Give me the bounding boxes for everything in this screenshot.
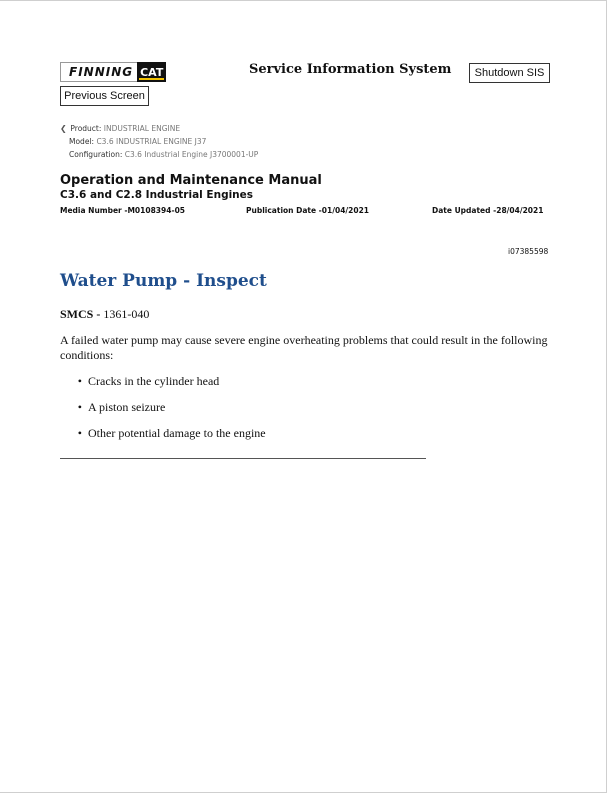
model-value: C3.6 INDUSTRIAL ENGINE J37: [96, 137, 207, 146]
reference-id: i07385598: [508, 247, 549, 256]
breadcrumb-model: [60, 135, 258, 148]
publication-date: Publication Date -01/04/2021: [246, 206, 370, 215]
bullet-icon: •: [77, 400, 82, 414]
page-title: Water Pump - Inspect: [60, 271, 267, 291]
model-label: Model:: [69, 137, 95, 146]
configuration-label: Configuration:: [69, 150, 123, 159]
smcs-value: 1361-040: [103, 307, 150, 321]
previous-screen-button[interactable]: Previous Screen: [60, 86, 149, 106]
bullet-icon: •: [77, 374, 82, 388]
breadcrumb-product[interactable]: [60, 122, 258, 135]
finning-wordmark: FINNING: [60, 62, 137, 82]
list-item-text: A piston seizure: [88, 400, 166, 414]
list-item: [60, 400, 266, 426]
shutdown-sis-button[interactable]: Shutdown SIS: [469, 63, 550, 83]
finning-cat-logo: [60, 62, 166, 82]
chevron-left-icon[interactable]: ❮: [60, 124, 67, 133]
list-item-text: Cracks in the cylinder head: [88, 374, 220, 388]
breadcrumb: [60, 122, 258, 161]
cat-badge: CAT: [137, 62, 166, 82]
system-title: Service Information System: [249, 62, 452, 77]
product-value: INDUSTRIAL ENGINE: [103, 124, 181, 133]
manual-subtitle: C3.6 and C2.8 Industrial Engines: [60, 189, 254, 201]
breadcrumb-configuration: [60, 148, 258, 161]
list-item-text: Other potential damage to the engine: [88, 426, 266, 440]
condition-list: [60, 374, 266, 452]
media-number: Media Number -M0108394-05: [60, 206, 186, 215]
manual-title: Operation and Maintenance Manual: [60, 173, 322, 188]
list-item: [60, 374, 266, 400]
list-item: [60, 426, 266, 452]
smcs-code: [60, 307, 149, 322]
bullet-icon: •: [77, 426, 82, 440]
smcs-label: SMCS -: [60, 307, 101, 321]
product-label: Product:: [70, 124, 102, 133]
date-updated: Date Updated -28/04/2021: [432, 206, 544, 215]
intro-paragraph: A failed water pump may cause severe engine overheating problems that could result in the following conditions:: [60, 333, 548, 362]
configuration-value: C3.6 Industrial Engine J3700001-UP: [124, 150, 259, 159]
divider: [60, 458, 426, 459]
